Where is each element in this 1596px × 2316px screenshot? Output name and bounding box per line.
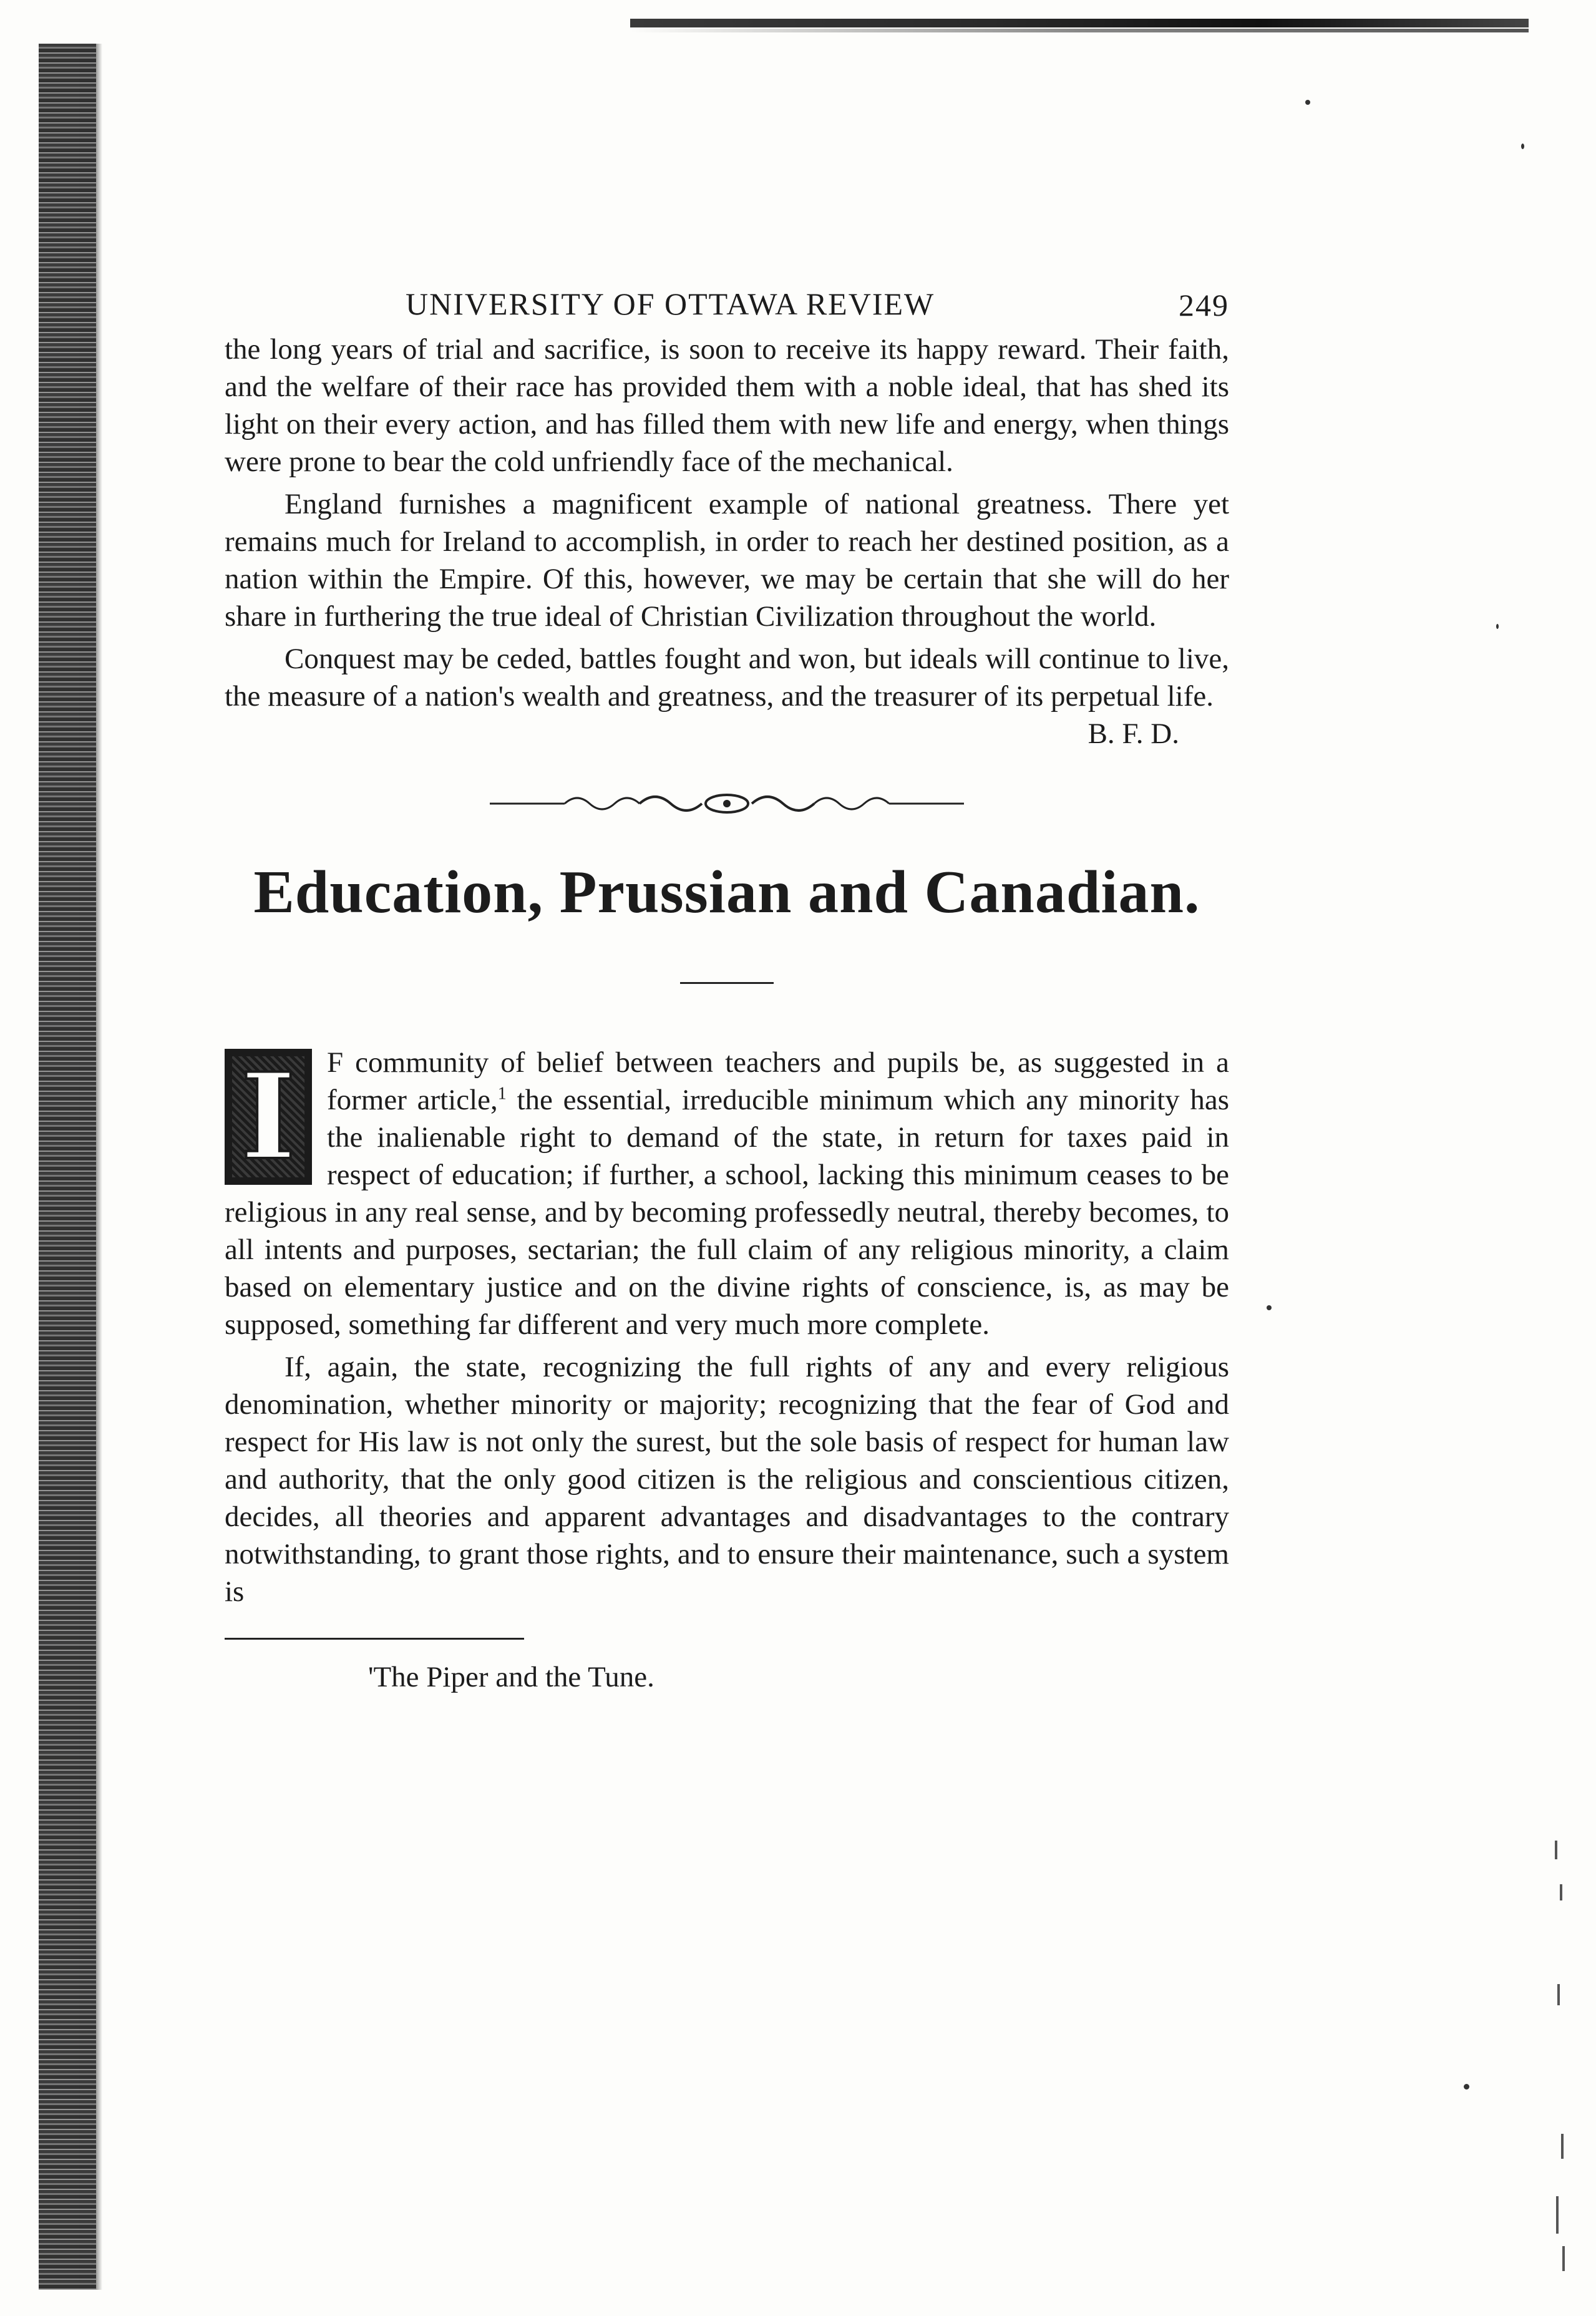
ornament-divider-icon [490,789,964,817]
scan-speck [1305,100,1310,105]
paragraph-first [225,1044,1229,1343]
footnote: 'The Piper and the Tune. [368,1661,654,1693]
scan-dash [1555,1841,1557,1859]
scan-dash [1560,1884,1562,1900]
paragraph-first-text: F community of belief between teachers and pupils be, as suggested in a former article, [327,1046,1229,1116]
scan-dash [1557,1984,1560,2005]
running-title: UNIVERSITY OF OTTAWA REVIEW [406,286,935,321]
running-head [225,268,1229,324]
scan-dash [1556,2196,1559,2234]
top-rule [630,19,1529,27]
paragraph: If, again, the state, recognizing the full rights of any and every religious denomination, whether minority or majority; recognizing that the fear of God and respect for His law is not only the surest, but the sole basis of respect for human law and authority, that the only good citizen is the religious and conscientious citizen, decides, all theories and apparent advantages and disadvantages to the contrary notwithstanding, to grant those rights, and to ensure their maintenance, such a system is [225,1351,1229,1608]
scan-dash [1561,2134,1564,2159]
paragraph: Conquest may be ceded, battles fought and won, but ideals will continue to live, the measure of a nation's wealth and greatness, and the treasurer of its perpetual life. [225,643,1229,713]
paragraph-first-tail: the essential, irreducible minimum which any minority has the inalienable right to demand of the state, in return for taxes paid in respect of education; if further, a school, lacking this minimum ceases to be religious in any real sense, and by becoming professedly neutral, thereby becomes, to all intents and purposes, sectarian; the full claim of any religious minority, a claim based on elementary justice and on the divine rights of conscience, is, as may be supposed, something far different and very much more complete. [225,1084,1230,1341]
author-initials: B. F. D. [1088,718,1179,750]
drop-cap [225,1049,312,1185]
scan-speck [1521,144,1524,149]
scan-speck [1464,2084,1469,2090]
page-number: 249 [1179,288,1229,323]
page-body [225,268,1229,1696]
footnote-rule [225,1638,524,1640]
article-body [225,1044,1229,1610]
paragraph-continued: the long years of trial and sacrifice, is soon to receive its happy reward. Their faith, and the welfare of their race has provided them with a noble ideal, that has shed its light on their every action, and has filled them with new life and energy, when things were prone to bear the cold unfriendly face of the mechanical. [225,333,1229,478]
footnote-marker: 1 [497,1084,507,1104]
binding-edge [39,44,96,2290]
paragraph: England furnishes a magnificent example of national greatness. There yet remains much for Ireland to accomplish, in order to reach her destined position, as a nation within the Empire. Of this, however, we may be certain that she will do her share in furthering the true ideal of Christian Civilization throughout the world. [225,488,1229,633]
scan-speck [1267,1305,1272,1310]
drop-cap-letter: I [240,1047,296,1186]
scan-speck [1496,624,1499,629]
article-title: Education, Prussian and Canadian. [253,859,1200,926]
scan-dash [1562,2246,1565,2271]
title-rule [680,982,774,984]
